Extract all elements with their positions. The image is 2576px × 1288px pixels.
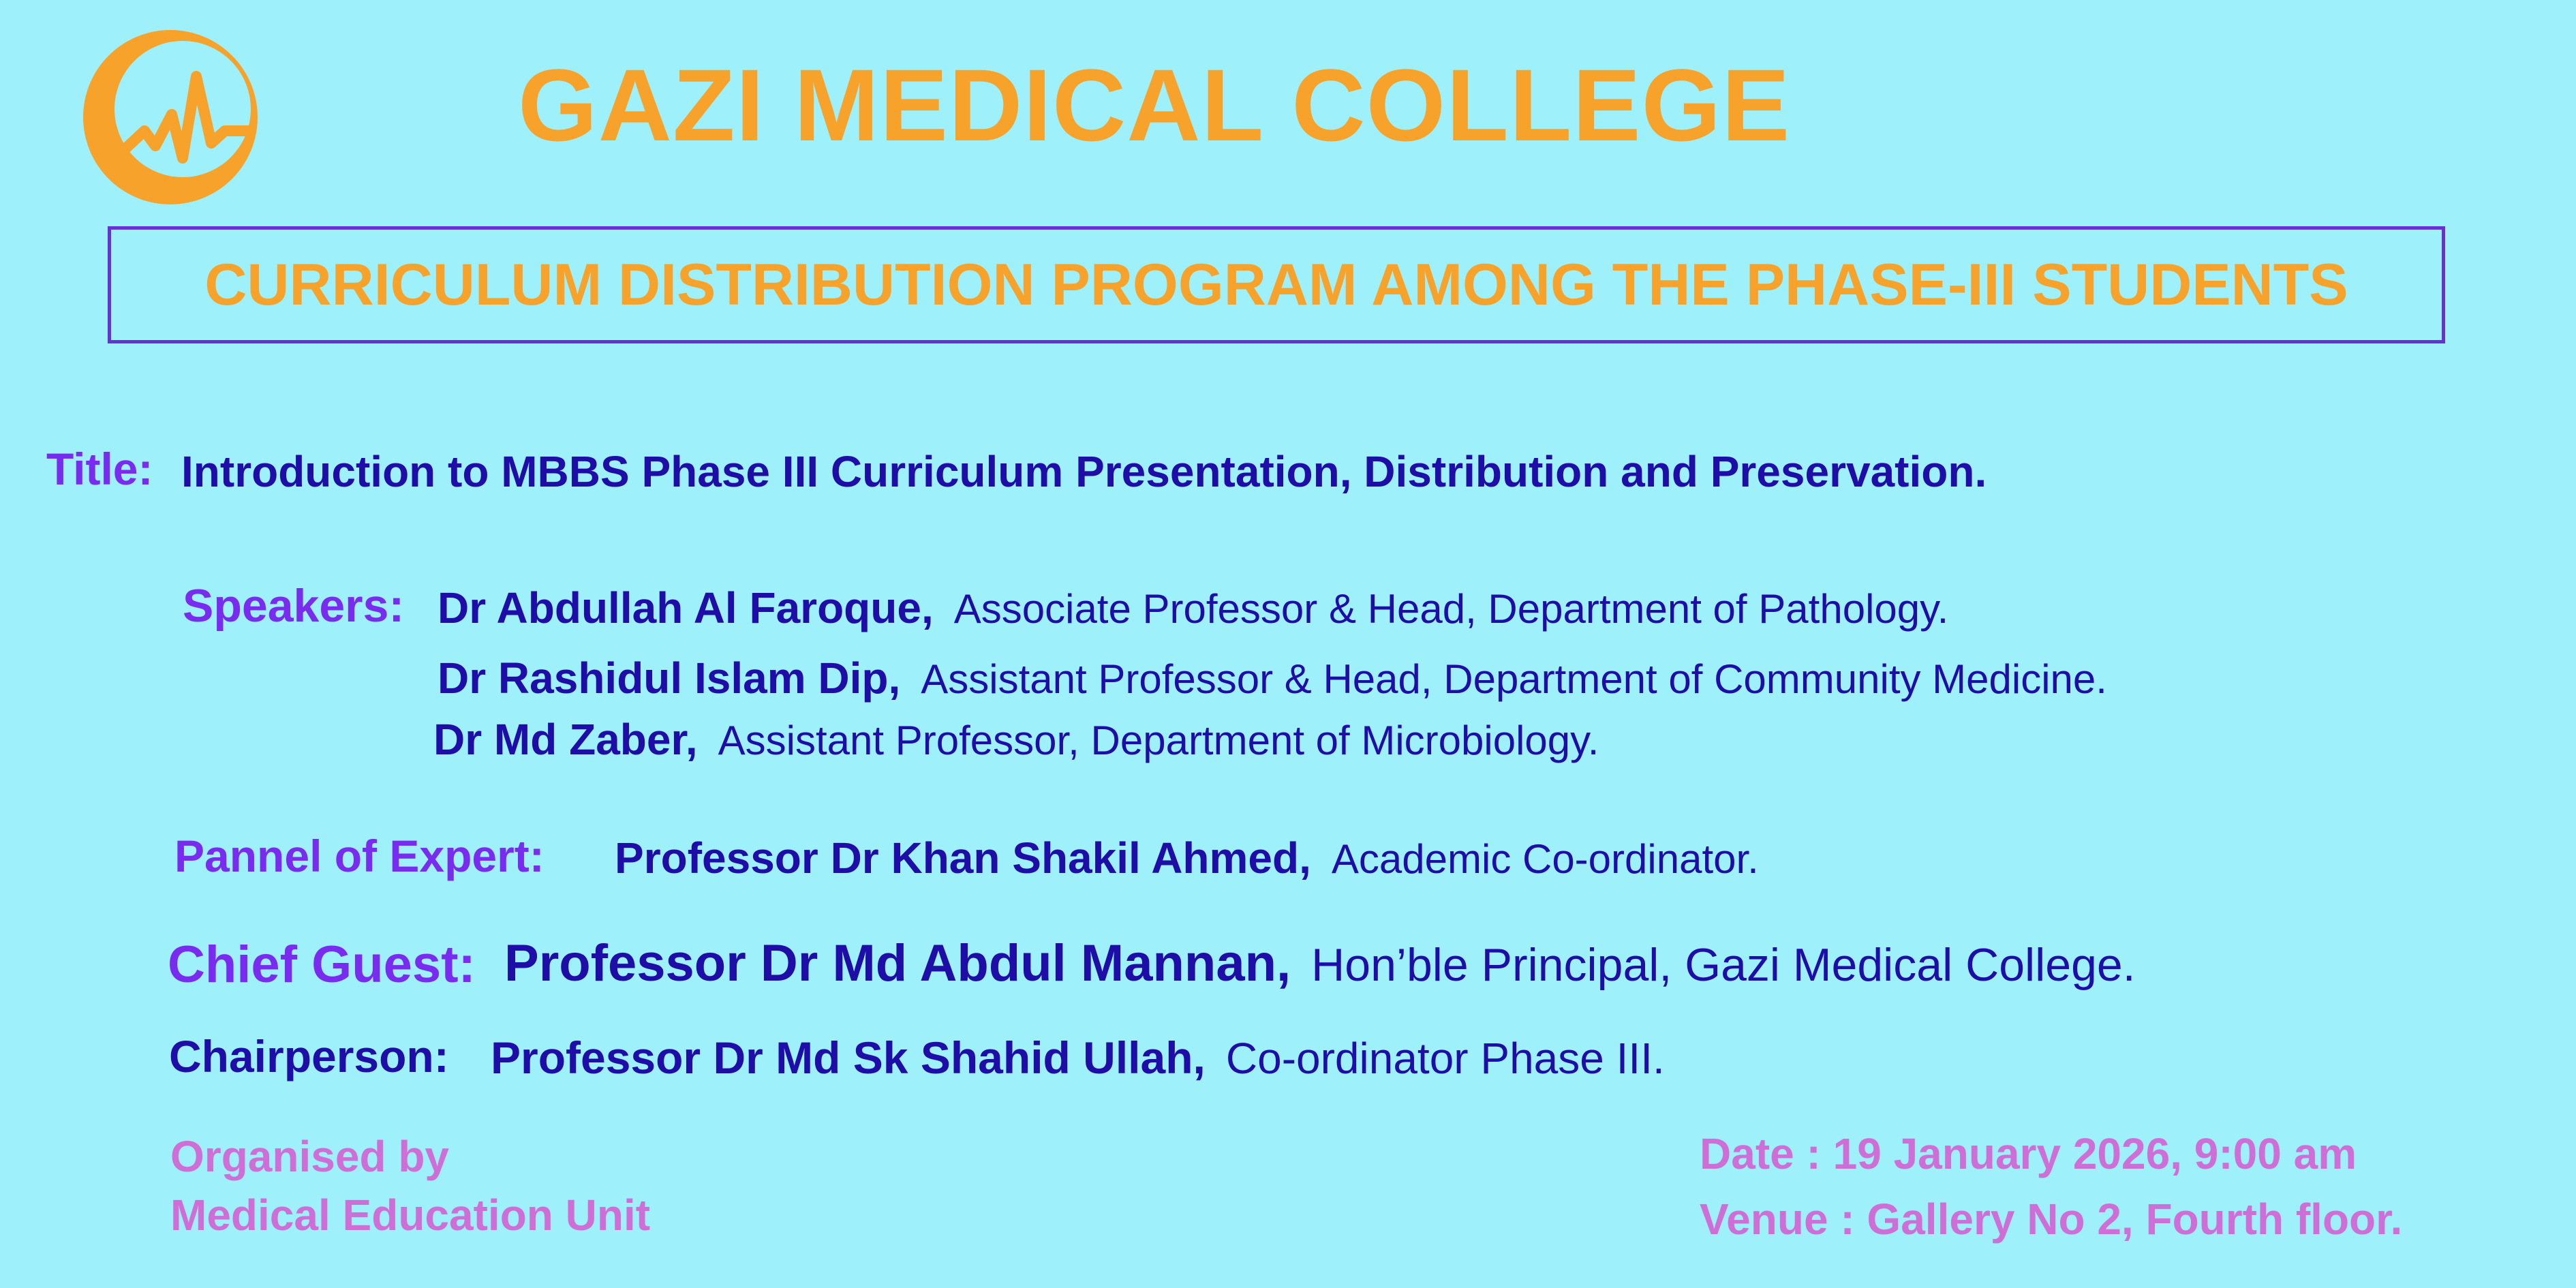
- expert-label: Pannel of Expert:: [174, 831, 545, 881]
- title-label: Title:: [46, 444, 153, 494]
- chairperson-row: [491, 1032, 1665, 1084]
- program-banner-text: CURRICULUM DISTRIBUTION PROGRAM AMONG THE PHASE-III STUDENTS: [204, 251, 2348, 318]
- college-name: GAZI MEDICAL COLLEGE: [518, 48, 1791, 162]
- organiser-name: Medical Education Unit: [170, 1191, 651, 1240]
- speaker-designation: Assistant Professor & Head, Department of Community Medicine.: [921, 656, 2107, 702]
- chief-guest-designation: Hon’ble Principal, Gazi Medical College.: [1311, 939, 2136, 991]
- expert-name: Professor Dr Khan Shakil Ahmed,: [615, 833, 1311, 883]
- chairperson-label: Chairperson:: [169, 1031, 449, 1082]
- title-text: Introduction to MBBS Phase III Curriculum Presentation, Distribution and Preservation.: [181, 447, 1987, 496]
- chief-guest-label: Chief Guest:: [168, 936, 476, 994]
- event-date: Date : 19 January 2026, 9:00 am: [1700, 1129, 2357, 1178]
- event-venue: Venue : Gallery No 2, Fourth floor.: [1700, 1195, 2403, 1244]
- chairperson-designation: Co-ordinator Phase III.: [1225, 1034, 1665, 1083]
- speaker-row: [438, 653, 2107, 703]
- college-logo: [82, 29, 259, 206]
- speaker-designation: Assistant Professor, Department of Microbiology.: [718, 718, 1599, 763]
- speakers-label: Speakers:: [183, 580, 405, 632]
- organised-by-label: Organised by: [170, 1132, 449, 1181]
- speaker-name: Dr Md Zaber,: [433, 715, 698, 764]
- speaker-name: Dr Abdullah Al Faroque,: [438, 583, 934, 632]
- heartbeat-circle-icon: [82, 29, 259, 206]
- speaker-name: Dr Rashidul Islam Dip,: [438, 654, 901, 703]
- expert-row: [615, 833, 1759, 883]
- chief-guest-row: [504, 934, 2136, 993]
- expert-designation: Academic Co-ordinator.: [1331, 836, 1759, 882]
- chairperson-name: Professor Dr Md Sk Shahid Ullah,: [491, 1032, 1206, 1083]
- speaker-row: [433, 714, 1599, 765]
- chief-guest-name: Professor Dr Md Abdul Mannan,: [504, 934, 1291, 992]
- speaker-row: [438, 583, 1948, 633]
- speaker-designation: Associate Professor & Head, Department of Pathology.: [953, 586, 1949, 632]
- program-banner: [108, 226, 2445, 343]
